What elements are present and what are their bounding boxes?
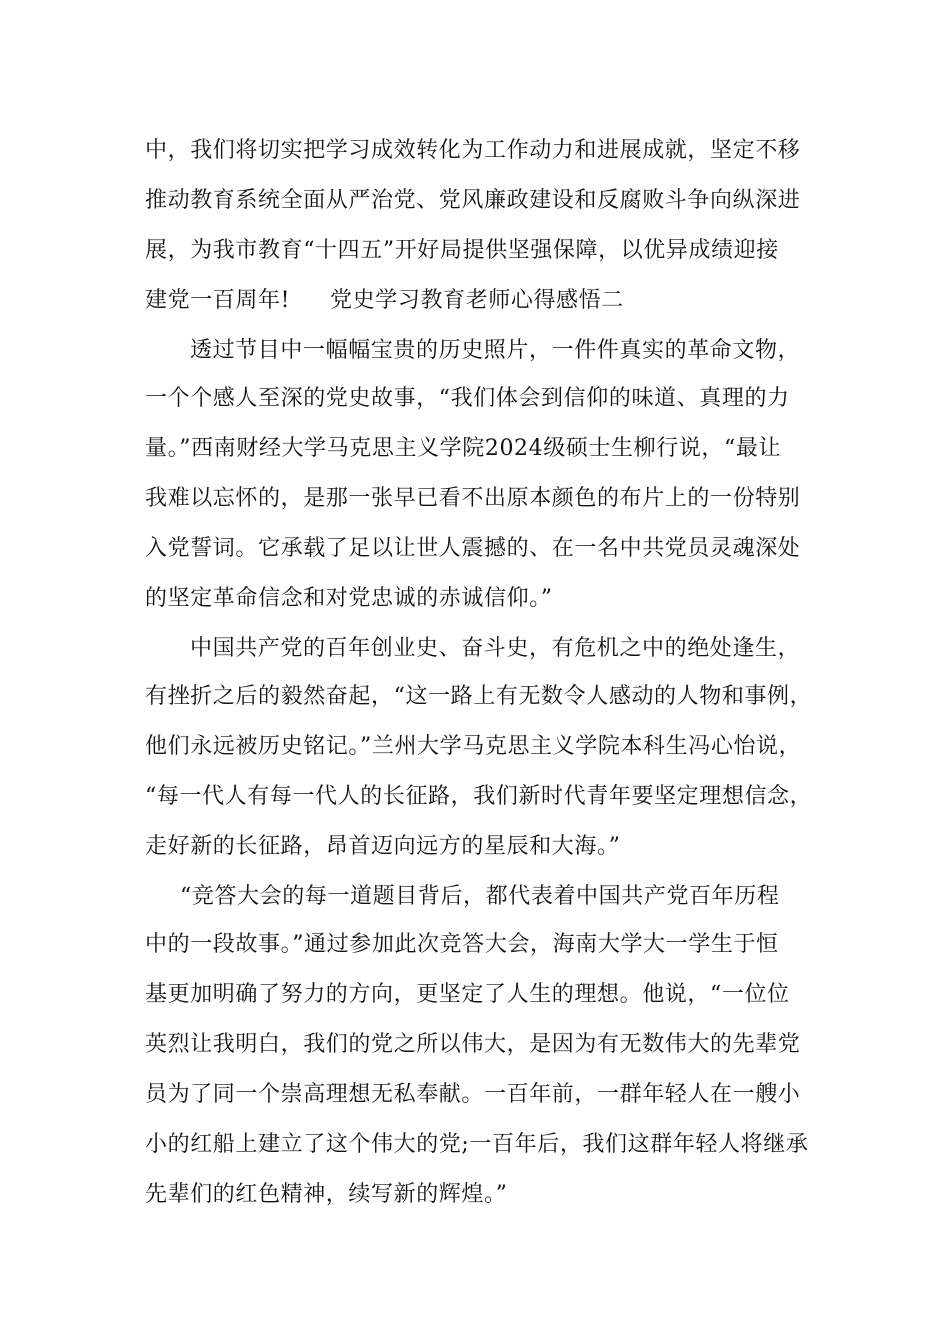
paragraph-2-line-5: 走好新的长征路，昂首迈向远方的星辰和大海。” [145,834,621,859]
paragraph-2-line-3: 他们永远被历史铭记。”兰州大学马克思主义学院本科生冯心怡说， [145,734,802,759]
paragraph-2-line-1: 中国共产党的百年创业史、奋斗史，有危机之中的绝处逢生， [190,636,801,661]
paragraph-3-line-1: “竞答大会的每一道题目背后，都代表着中国共产党百年历程 [180,884,780,909]
paragraph-1-line-3: 量。”西南财经大学马克思主义学院2024级硕士生柳行说，“最让 [145,436,782,461]
text-line-3: 展，为我市教育“十四五”开好局提供坚强保障，以优异成绩迎接 [145,238,779,263]
paragraph-1-line-2: 一个个感人至深的党史故事，“我们体会到信仰的味道、真理的力 [145,386,790,411]
paragraph-1-line-6: 的坚定革命信念和对党忠诚的赤诚信仰。” [145,586,553,611]
paragraph-2-line-4: “每一代人有每一代人的长征路，我们新时代青年要坚定理想信念， [145,784,813,809]
text-line-1: 中，我们将切实把学习成效转化为工作动力和进展成就，坚定不移 [145,138,801,163]
paragraph-1-line-4: 我难以忘怀的，是那一张早已看不出原本颜色的布片上的一份特别 [145,486,801,511]
paragraph-3-line-5: 员为了同一个崇高理想无私奉献。一百年前，一群年轻人在一艘小 [145,1082,801,1107]
paragraph-3-line-6: 小的红船上建立了这个伟大的党;一百年后，我们这群年轻人将继承 [145,1132,809,1157]
paragraph-1-line-5: 入党誓词。它承载了足以让世人震撼的、在一名中共党员灵魂深处 [145,536,801,561]
paragraph-2-line-2: 有挫折之后的毅然奋起，“这一路上有无数令人感动的人物和事例， [145,684,813,709]
text-line-4 [145,286,815,316]
paragraph-1-line-1: 透过节目中一幅幅宝贵的历史照片，一件件真实的革命文物， [190,338,801,363]
text-line-2: 推动教育系统全面从严治党、党风廉政建设和反腐败斗争向纵深进 [145,188,801,213]
paragraph-3-line-3: 基更加明确了努力的方向，更坚定了人生的理想。他说，“一位位 [145,982,790,1007]
paragraph-3-line-2: 中的一段故事。”通过参加此次竞答大会，海南大学大一学生于恒 [145,932,779,957]
section-heading: 党史学习教育老师心得感悟二 [330,288,624,313]
closing-sentence: 建党一百周年! [145,288,291,313]
paragraph-3-line-7: 先辈们的红色精神，续写新的辉煌。” [145,1182,508,1207]
paragraph-3-line-4: 英烈让我明白，我们的党之所以伟大，是因为有无数伟大的先辈党 [145,1032,801,1057]
